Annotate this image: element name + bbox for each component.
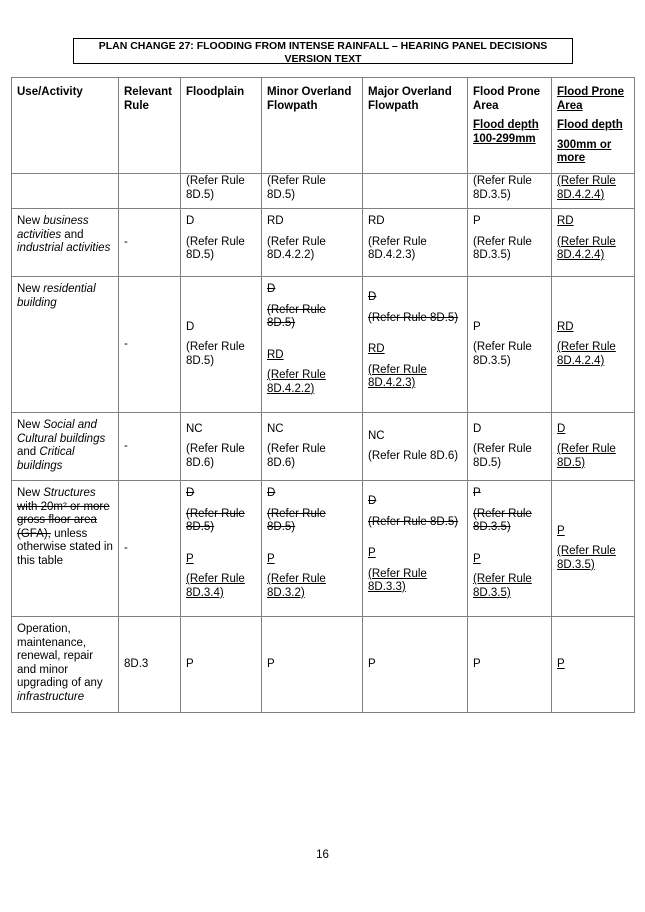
header-minor-overland-flowpath: Minor Overland Flowpath bbox=[262, 78, 363, 174]
table-header-row bbox=[12, 78, 635, 174]
cell-floodplain: D (Refer Rule 8D.5) P (Refer Rule 8D.3.4) bbox=[181, 481, 262, 617]
table-row bbox=[12, 174, 635, 209]
header-flood-prone-area-2 bbox=[552, 78, 635, 174]
cell-fpa1: (Refer Rule 8D.3.5) bbox=[468, 174, 552, 209]
fpa2-depth: Flood depth bbox=[557, 119, 623, 131]
cell-floodplain: NC (Refer Rule 8D.6) bbox=[181, 413, 262, 481]
cell-floodplain: D (Refer Rule 8D.5) bbox=[181, 209, 262, 277]
cell-use bbox=[12, 174, 119, 209]
table-row bbox=[12, 481, 635, 617]
cell-minor: D (Refer Rule 8D.5) P (Refer Rule 8D.3.2) bbox=[262, 481, 363, 617]
cell-minor: (Refer Rule 8D.5) bbox=[262, 174, 363, 209]
cell-minor: P bbox=[262, 617, 363, 713]
fpa2-title: Flood Prone Area bbox=[557, 86, 625, 112]
header-flood-prone-area-1 bbox=[468, 78, 552, 174]
cell-fpa2: P (Refer Rule 8D.3.5) bbox=[552, 481, 635, 617]
cell-major: D (Refer Rule 8D.5) P (Refer Rule 8D.3.3) bbox=[363, 481, 468, 617]
cell-rule bbox=[119, 174, 181, 209]
page-number: 16 bbox=[316, 849, 329, 861]
cell-fpa2: RD (Refer Rule 8D.4.2.4) bbox=[552, 277, 635, 413]
cell-major: NC (Refer Rule 8D.6) bbox=[363, 413, 468, 481]
cell-fpa1: P bbox=[468, 617, 552, 713]
cell-major: RD (Refer Rule 8D.4.2.3) bbox=[363, 209, 468, 277]
cell-use: New Social and Cultural buildings and Critical buildings bbox=[12, 413, 119, 481]
cell-rule: - bbox=[119, 413, 181, 481]
table-row bbox=[12, 209, 635, 277]
cell-floodplain: (Refer Rule 8D.5) bbox=[181, 174, 262, 209]
cell-minor: RD (Refer Rule 8D.4.2.2) bbox=[262, 209, 363, 277]
fpa1-title: Flood Prone Area bbox=[473, 86, 541, 112]
cell-rule: 8D.3 bbox=[119, 617, 181, 713]
table-row bbox=[12, 277, 635, 413]
cell-floodplain: P bbox=[181, 617, 262, 713]
cell-fpa1: P (Refer Rule 8D.3.5) bbox=[468, 209, 552, 277]
header-relevant-rule: Relevant Rule bbox=[119, 78, 181, 174]
table-row bbox=[12, 617, 635, 713]
cell-fpa1: P (Refer Rule 8D.3.5) P (Refer Rule 8D.3.5) bbox=[468, 481, 552, 617]
header-subtitle: VERSION TEXT bbox=[284, 52, 362, 65]
cell-rule: - bbox=[119, 481, 181, 617]
header-use-activity: Use/Activity bbox=[12, 78, 119, 174]
cell-use: New Structures with 20m² or more gross floor area (GFA), unless otherwise stated in this table bbox=[12, 481, 119, 617]
cell-major bbox=[363, 174, 468, 209]
cell-rule: - bbox=[119, 209, 181, 277]
document-header bbox=[73, 38, 573, 64]
cell-major: P bbox=[363, 617, 468, 713]
cell-minor: NC (Refer Rule 8D.6) bbox=[262, 413, 363, 481]
cell-use: Operation, maintenance, renewal, repair and minor upgrading of any infrastructure bbox=[12, 617, 119, 713]
table-row bbox=[12, 413, 635, 481]
header-major-overland-flowpath: Major Overland Flowpath bbox=[363, 78, 468, 174]
cell-floodplain: D (Refer Rule 8D.5) bbox=[181, 277, 262, 413]
cell-use: New residential building bbox=[12, 277, 119, 413]
cell-minor: D (Refer Rule 8D.5) RD (Refer Rule 8D.4.2.2) bbox=[262, 277, 363, 413]
header-title: PLAN CHANGE 27: FLOODING FROM INTENSE RAINFALL – HEARING PANEL DECISIONS bbox=[98, 40, 548, 52]
cell-use: New business activities and industrial activities bbox=[12, 209, 119, 277]
activity-rules-table bbox=[11, 77, 635, 713]
cell-fpa2: D (Refer Rule 8D.5) bbox=[552, 413, 635, 481]
cell-fpa1: P (Refer Rule 8D.3.5) bbox=[468, 277, 552, 413]
fpa2-depth-range: 300mm or more bbox=[557, 138, 612, 164]
cell-fpa2: P bbox=[552, 617, 635, 713]
cell-fpa2: RD (Refer Rule 8D.4.2.4) bbox=[552, 209, 635, 277]
header-floodplain: Floodplain bbox=[181, 78, 262, 174]
cell-rule: - bbox=[119, 277, 181, 413]
cell-major: D (Refer Rule 8D.5) RD (Refer Rule 8D.4.2.3) bbox=[363, 277, 468, 413]
cell-fpa1: D (Refer Rule 8D.5) bbox=[468, 413, 552, 481]
fpa1-depth: Flood depth 100-299mm bbox=[473, 119, 539, 145]
cell-fpa2: (Refer Rule 8D.4.2.4) bbox=[552, 174, 635, 209]
